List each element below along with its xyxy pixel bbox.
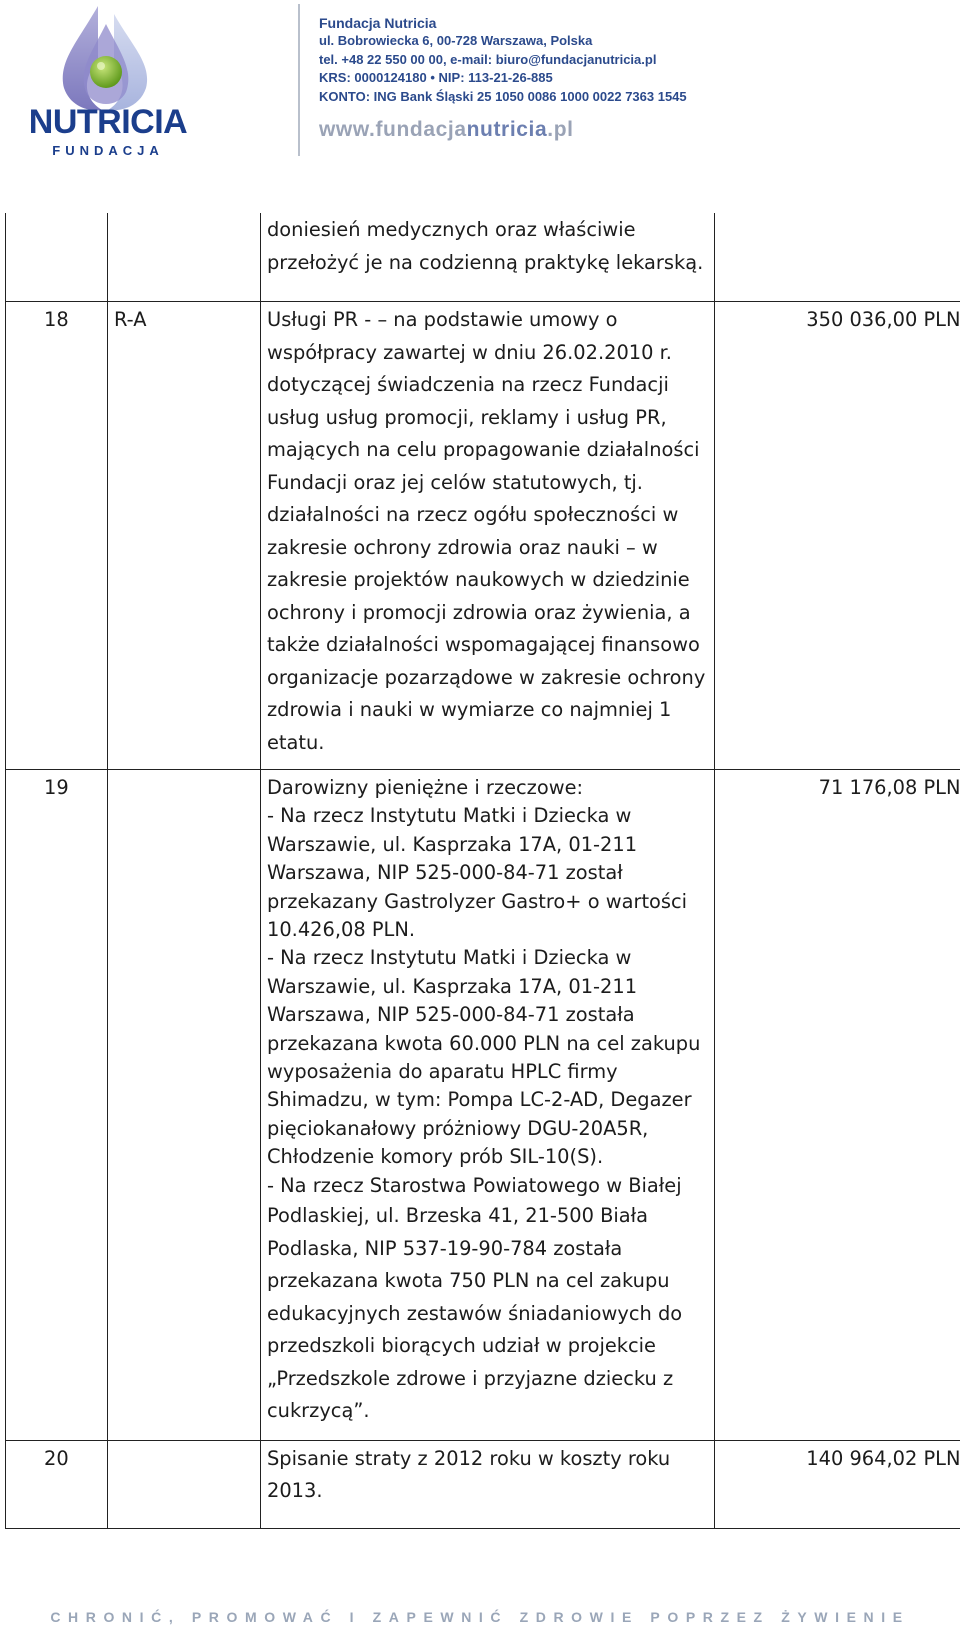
desc-line: działalności na rzecz ogółu społeczności w	[267, 503, 679, 526]
desc-line: „Przedszkole zdrowe i przyjazne dziecku z	[267, 1366, 674, 1390]
table-row	[6, 302, 960, 770]
desc-line: cukrzycą”.	[267, 1399, 370, 1423]
desc-line: Warszawa, NIP 525-000-84-71 została	[267, 1003, 635, 1027]
website-post: .pl	[547, 118, 574, 141]
desc-line: ochrony i promocji zdrowia oraz żywienia, a	[267, 600, 691, 624]
table-row-continuation	[6, 213, 960, 302]
krs-label: KRS:	[319, 70, 351, 86]
nutricia-logo	[6, 4, 206, 156]
nip-value: 113-21-26-885	[468, 70, 553, 86]
cell-amount: 140 964,02 PLN	[715, 1440, 960, 1528]
website-accent: nutricia	[466, 118, 548, 141]
desc-line: Spisanie straty z 2012 roku w koszty roku	[267, 1446, 671, 1470]
bullet-separator: •	[430, 70, 435, 86]
desc-line: przedszkoli biorących udział w projekcie	[267, 1334, 656, 1358]
cell-amount: 71 176,08 PLN	[715, 770, 960, 1441]
desc-line: przekazany Gastrolyzer Gastro+ o wartości	[267, 889, 688, 913]
desc-line: edukacyjnych zestawów śniadaniowych do	[267, 1301, 683, 1325]
org-name: Fundacja Nutricia	[319, 15, 437, 31]
desc-line: Darowizny pieniężne i rzeczowe:	[267, 776, 584, 799]
table-row	[6, 770, 960, 1441]
desc-line: - Na rzecz Instytutu Matki i Dziecka w	[267, 946, 632, 970]
cell-no: 18	[6, 302, 108, 770]
cell-no: 19	[6, 770, 108, 1441]
desc-line: Chłodzenie komory prób SIL-10(S).	[267, 1145, 604, 1169]
contact-block	[319, 14, 687, 106]
desc-line: Usługi PR - – na podstawie umowy o	[267, 308, 618, 331]
desc-line: pięciokanałowy próżniowy DGU-20A5R,	[267, 1116, 649, 1140]
header-divider	[298, 4, 300, 156]
desc-line: także działalności wspomagającej finansowo	[267, 633, 700, 656]
logo-wordmark: NUTRICIA	[28, 103, 188, 141]
nip-label: NIP:	[438, 70, 465, 86]
desc-line: przełożyć je na codzienną praktykę lekarską.	[267, 250, 704, 274]
org-contact: tel. +48 22 550 00 00, e-mail: biuro@fundacjanutricia.pl	[319, 51, 657, 67]
desc-line: Fundacji oraz jej celów statutowych, tj.	[267, 470, 643, 494]
cell-description	[261, 302, 715, 770]
cell-description	[261, 1440, 715, 1528]
cell-description	[261, 213, 715, 302]
website-pre: www.fundacja	[319, 118, 467, 141]
konto-label: KONTO:	[319, 88, 371, 104]
konto-line	[319, 88, 687, 106]
desc-line: przekazana kwota 60.000 PLN na cel zakupu	[267, 1031, 701, 1055]
desc-line: Warszawie, ul. Kasprzaka 17A, 01-211	[267, 974, 638, 998]
org-address: ul. Bobrowiecka 6, 00-728 Warszawa, Polska	[319, 33, 593, 49]
expenses-table	[5, 213, 960, 1529]
desc-line: Podlaska, NIP 537-19-90-784 została	[267, 1236, 623, 1260]
cell-code	[108, 1440, 261, 1528]
krs-nip-line	[319, 69, 687, 87]
drop-logo-icon	[6, 4, 206, 114]
desc-line: współpracy zawartej w dniu 26.02.2010 r.	[267, 340, 672, 364]
footer-slogan: CHRONIĆ, PROMOWAĆ I ZAPEWNIĆ ZDROWIE POPRZEZ ŻYWIENIE	[50, 1609, 910, 1625]
cell-code	[108, 770, 261, 1441]
desc-line: etatu.	[267, 730, 325, 754]
logo-subtitle: FUNDACJA	[52, 143, 164, 158]
cell-amount: 350 036,00 PLN	[715, 302, 960, 770]
cell-code: R-A	[108, 302, 261, 770]
desc-line: - Na rzecz Instytutu Matki i Dziecka w	[267, 804, 632, 828]
letterhead	[0, 0, 960, 170]
desc-line: zakresie ochrony zdrowia oraz nauki – w	[267, 535, 658, 559]
desc-block-tight	[267, 772, 708, 1200]
desc-line: mających na celu propagowanie działalności	[267, 438, 700, 461]
desc-line: dotyczącej świadczenia na rzecz Fundacji	[267, 373, 669, 396]
cell-code	[108, 213, 261, 302]
cell-no: 20	[6, 1440, 108, 1528]
table-row	[6, 1440, 960, 1528]
desc-line: Warszawa, NIP 525-000-84-71 został	[267, 861, 623, 885]
krs-value: 0000124180	[354, 70, 427, 86]
cell-description	[261, 770, 715, 1441]
cell-no	[6, 213, 108, 302]
desc-line: 10.426,08 PLN.	[267, 918, 416, 942]
desc-line: zdrowia i nauki w wymiarze co najmniej 1	[267, 698, 672, 721]
cell-amount	[715, 213, 960, 302]
desc-line: Podlaskiej, ul. Brzeska 41, 21-500 Biała	[267, 1204, 649, 1228]
desc-line: zakresie projektów naukowych w dziedzinie	[267, 568, 690, 591]
desc-line: przekazana kwota 750 PLN na cel zakupu	[267, 1269, 670, 1293]
desc-line: wyposażenia do aparatu HPLC firmy	[267, 1060, 618, 1084]
desc-line: doniesień medycznych oraz właściwie	[267, 218, 636, 241]
konto-value: ING Bank Śląski 25 1050 0086 1000 0022 7363 1545	[373, 88, 687, 104]
desc-block-loose	[267, 1200, 708, 1428]
website-link[interactable]	[319, 118, 574, 142]
desc-line: Warszawie, ul. Kasprzaka 17A, 01-211	[267, 832, 638, 856]
desc-line: 2013.	[267, 1479, 323, 1503]
desc-line: Shimadzu, w tym: Pompa LC-2-AD, Degazer	[267, 1088, 692, 1112]
desc-line: organizacje pozarządowe w zakresie ochrony	[267, 665, 706, 689]
desc-line: usług usług promocji, reklamy i usług PR,	[267, 405, 667, 429]
desc-line: - Na rzecz Starostwa Powiatowego w Białej	[267, 1173, 682, 1197]
